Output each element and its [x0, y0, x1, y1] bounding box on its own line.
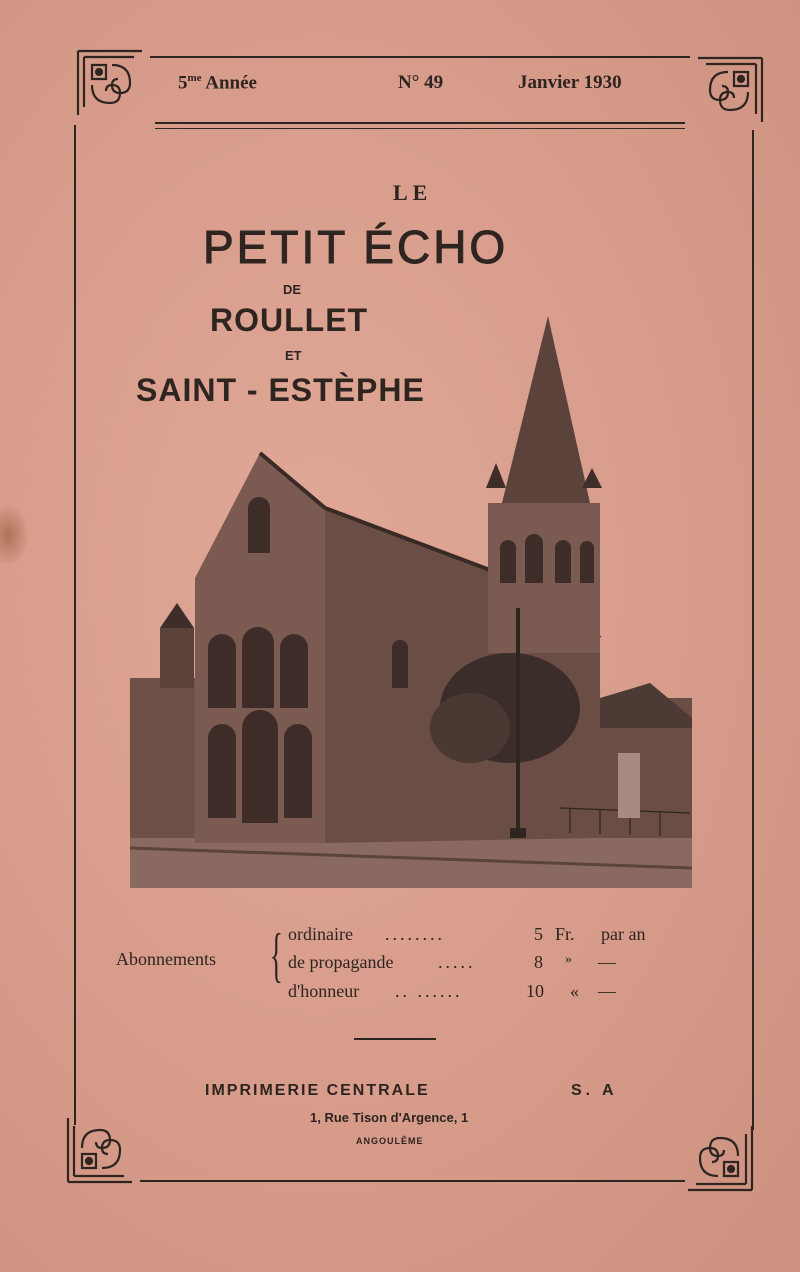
edition-word: Année	[205, 72, 257, 94]
subscriptions-label: Abonnements	[116, 949, 216, 969]
printer-suffix: S. A	[571, 1082, 618, 1099]
sub-row-1-dots: ........	[385, 924, 445, 944]
sub-row-1-type: ordinaire	[288, 924, 353, 944]
frame-bottom-line	[140, 1180, 685, 1182]
issue-header	[170, 72, 670, 102]
title-main: PETIT ÉCHO	[203, 221, 509, 273]
paper-stain	[0, 505, 28, 565]
sub-row-3-type: d'honneur	[288, 981, 360, 1001]
subscriptions-brace: {	[269, 922, 283, 988]
corner-ornament-bottom-right	[682, 1120, 758, 1196]
sub-row-2-unit: »	[565, 952, 572, 967]
edition-number: 5	[178, 72, 188, 94]
sub-row-3-price: 10	[526, 981, 544, 1001]
issue-date: Janvier 1930	[518, 72, 622, 93]
printer-name: IMPRIMERIE CENTRALE	[205, 1082, 430, 1099]
sub-row-1-price: 5	[534, 924, 543, 944]
sub-row-2-price: 8	[534, 952, 543, 972]
sub-row-2-dots: .....	[438, 952, 476, 972]
sub-row-2-type: de propagande	[288, 952, 394, 972]
corner-ornament-top-right	[692, 52, 768, 128]
edition-label	[178, 72, 257, 94]
title-de: DE	[283, 282, 302, 297]
sub-row-3-period: —	[598, 981, 616, 1001]
sub-row-1-period: par an	[601, 924, 646, 944]
church-photograph	[130, 308, 692, 888]
printer-city: ANGOULÊME	[356, 1136, 424, 1146]
title-article: LE	[393, 180, 433, 205]
sub-row-2-period: —	[598, 952, 616, 972]
edition-suffix: me	[187, 72, 202, 84]
title-place2: SAINT - ESTÈPHE	[136, 372, 425, 408]
title-et: ET	[285, 348, 302, 363]
title-place1: ROULLET	[210, 302, 369, 338]
corner-ornament-bottom-left	[62, 1112, 138, 1188]
printer-address: 1, Rue Tison d'Argence, 1	[310, 1110, 469, 1125]
sub-row-1-unit: Fr.	[555, 924, 575, 944]
frame-top-line	[150, 56, 690, 58]
sub-row-3-dots: .. ......	[395, 981, 463, 1001]
corner-ornament-top-left	[72, 45, 148, 121]
frame-header-rule	[155, 122, 685, 124]
frame-header-rule-thin	[155, 128, 685, 129]
separator-rule	[354, 1038, 436, 1040]
issue-number: N° 49	[398, 72, 444, 93]
subscriptions-block	[0, 920, 800, 1010]
sub-row-3-unit: «	[570, 981, 579, 1001]
